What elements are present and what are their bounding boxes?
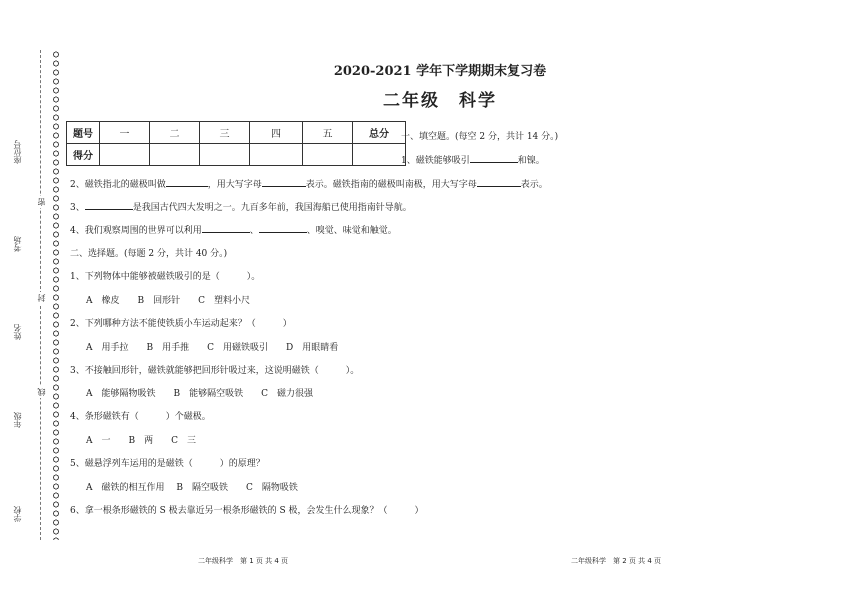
choice-question: 4、条形磁铁有（ ）个磁极。 xyxy=(70,412,211,422)
answer-blank[interactable] xyxy=(85,200,133,210)
score-cell[interactable] xyxy=(353,144,406,166)
choice-options[interactable]: A 用手拉 B 用手推 C 用磁铁吸引 D 用眼睛看 xyxy=(86,343,339,353)
answer-blank[interactable] xyxy=(202,223,250,233)
question-text: 3、 xyxy=(70,203,85,213)
seal-word-mi: 密 xyxy=(37,198,46,206)
page-footer-right: 二年级科学 第 2 页 共 4 页 xyxy=(571,557,662,565)
binding-label-school: 学校 xyxy=(13,506,22,522)
choice-options[interactable]: A 橡皮 B 回形针 C 塑料小尺 xyxy=(86,296,251,306)
exam-subtitle: 二年级 科学 xyxy=(383,91,497,111)
question-text: 是我国古代四大发明之一。九百多年前，我国海船已使用指南针导航。 xyxy=(132,203,412,213)
question-text: 表示。磁铁指南的磁极叫南极，用大写字母 xyxy=(305,180,477,190)
binding-label-room: 考场 xyxy=(13,236,22,252)
binding-label-seat: 座位号 xyxy=(13,140,22,164)
score-header-cell: 三 xyxy=(200,122,250,144)
score-header-cell: 题号 xyxy=(67,122,100,144)
score-header-cell: 四 xyxy=(250,122,303,144)
answer-blank[interactable] xyxy=(259,223,307,233)
score-header-cell: 一 xyxy=(100,122,150,144)
seal-word-xian: 线 xyxy=(37,388,46,396)
binding-label-grade: 年级 xyxy=(13,412,22,428)
section1-heading: 一、填空题。(每空 2 分，共计 14 分。) xyxy=(401,132,559,142)
answer-blank[interactable] xyxy=(470,153,518,163)
question-text: 表示。 xyxy=(520,180,548,190)
score-cell[interactable] xyxy=(250,144,303,166)
score-table-header-row xyxy=(67,122,406,144)
choice-options[interactable]: A 能够隔物吸铁 B 能够隔空吸铁 C 磁力很强 xyxy=(86,389,314,399)
fill-question-2 xyxy=(70,177,548,190)
score-cell[interactable] xyxy=(200,144,250,166)
score-table-score-row xyxy=(67,144,406,166)
question-text: 、嗅觉、味觉和触觉。 xyxy=(306,226,397,236)
question-text: 和镍。 xyxy=(517,156,545,166)
question-text: 4、我们观察周围的世界可以利用 xyxy=(70,226,202,236)
score-cell[interactable] xyxy=(100,144,150,166)
fill-question-3 xyxy=(70,200,412,213)
fill-question-4 xyxy=(70,223,397,236)
exam-title: 2020-2021 学年下学期期末复习卷 xyxy=(333,64,547,79)
choice-question: 6、拿一根条形磁铁的 S 极去靠近另一根条形磁铁的 S 极，会发生什么现象？（ ） xyxy=(70,506,424,516)
score-header-cell: 五 xyxy=(303,122,353,144)
fill-question-1 xyxy=(401,153,545,166)
binding-label-name: 姓名 xyxy=(13,324,22,340)
choice-question: 3、不接触回形针，磁铁就能够把回形针吸过来，这说明磁铁（ ）。 xyxy=(70,366,360,376)
score-header-cell: 总分 xyxy=(353,122,406,144)
question-text: 、 xyxy=(249,226,259,236)
section2-heading: 二、选择题。(每题 2 分，共计 40 分。) xyxy=(70,249,228,259)
answer-blank[interactable] xyxy=(262,177,306,187)
question-text: 2、磁铁指北的磁极叫做 xyxy=(70,180,166,190)
score-header-cell: 二 xyxy=(150,122,200,144)
question-text: ，用大写字母 xyxy=(207,180,262,190)
page-footer-left: 二年级科学 第 1 页 共 4 页 xyxy=(198,557,289,565)
score-cell[interactable] xyxy=(303,144,353,166)
score-table xyxy=(66,121,406,166)
question-text: 1、磁铁能够吸引 xyxy=(401,156,470,166)
choice-options[interactable]: A 一 B 两 C 三 xyxy=(86,436,197,446)
seal-word-feng: 封 xyxy=(37,294,46,302)
answer-blank[interactable] xyxy=(477,177,521,187)
binding-hole-column xyxy=(52,50,60,540)
choice-question: 1、下列物体中能够被磁铁吸引的是（ ）。 xyxy=(70,272,261,282)
choice-options[interactable]: A 磁铁的相互作用 B 隔空吸铁 C 隔物吸铁 xyxy=(86,483,298,493)
choice-question: 5、磁悬浮列车运用的是磁铁（ ）的原理？ xyxy=(70,459,265,469)
answer-blank[interactable] xyxy=(166,177,208,187)
score-cell[interactable] xyxy=(150,144,200,166)
choice-question: 2、下列哪种方法不能使铁质小车运动起来？（ ） xyxy=(70,319,292,329)
score-row-label: 得分 xyxy=(67,144,100,166)
